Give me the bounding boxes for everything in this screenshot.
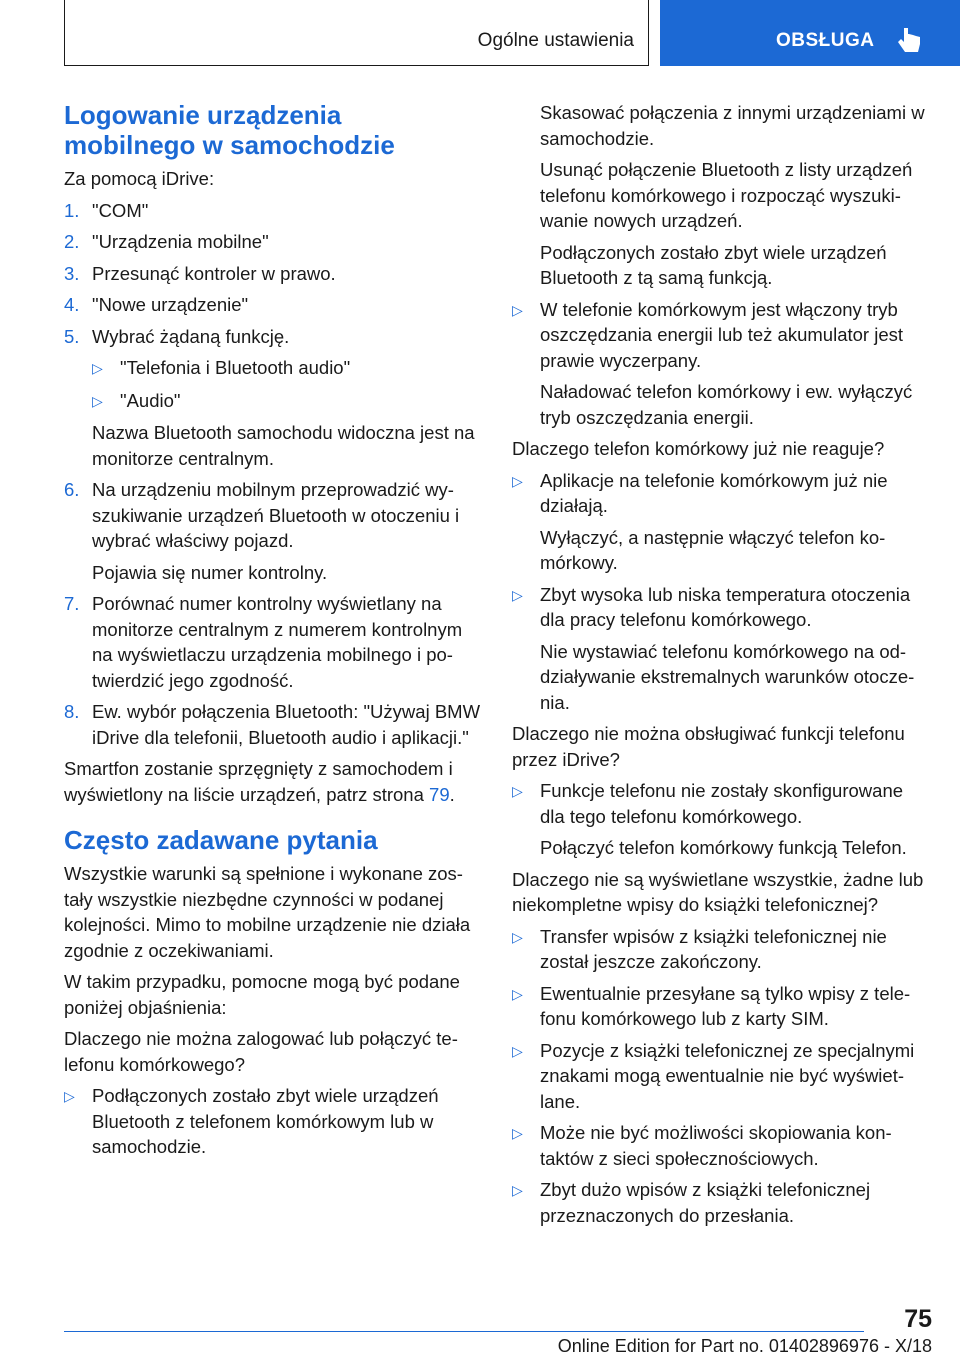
faq-bullet <box>64 1083 482 1160</box>
faq-bullet <box>512 1120 932 1171</box>
faq-bullet <box>512 468 932 576</box>
faq-bullet <box>512 582 932 716</box>
step-note: Pojawia się numer kontrolny. <box>92 561 328 583</box>
faq-bullet <box>512 1177 932 1228</box>
outro-text: Smartfon zostanie sprzęgnięty z samochodem i wyświetlony na liście urządzeń, patrz strona <box>64 758 453 805</box>
faq-bullet-text: Funkcje telefonu nie zostały skonfigurowane dla tego telefonu komórkowego. <box>540 780 904 827</box>
bullet-triangle-icon: ▷ <box>512 985 523 1002</box>
step-item <box>64 477 482 585</box>
footer-edition: Online Edition for Part no. 01402896976 - X/18 <box>557 1336 932 1356</box>
faq-bullet-continued <box>512 100 932 291</box>
page-reference-link[interactable]: 79 <box>429 783 450 805</box>
faq-note: Nie wystawiać telefonu komórkowego na oddziaływanie ekstremalnych warunków otoczenia. <box>540 640 915 713</box>
step-number: 7. <box>64 593 80 614</box>
faq-note: Wyłączyć, a następnie włączyć telefon komórkowy. <box>540 526 886 573</box>
bullet-triangle-icon: ▷ <box>512 1125 523 1141</box>
bullet-triangle-icon: ▷ <box>92 360 103 376</box>
faq-note: Usunąć połączenie Bluetooth z listy urządzeń telefonu komórkowego i rozpocząć wyszukiwanie nowych urządzeń. <box>540 159 913 231</box>
hand-pointer-icon <box>896 26 922 56</box>
section-title-box <box>64 0 649 66</box>
step-text: Ew. wybór połączenia Bluetooth: "Używaj BMW iDrive dla telefonii, Bluetooth audio i aplikacji." <box>92 701 481 748</box>
faq-bullet-text: Transfer wpisów z książki telefonicznej nie został jeszcze zakończony. <box>540 925 887 972</box>
option-text: "Audio" <box>120 389 181 411</box>
bullet-triangle-icon: ▷ <box>64 1088 75 1104</box>
step-number: 6. <box>64 479 80 500</box>
pairing-outro <box>64 756 482 807</box>
bullet-triangle-icon: ▷ <box>512 301 523 318</box>
step-item <box>64 292 482 318</box>
bullet-triangle-icon: ▷ <box>512 928 523 945</box>
option-item <box>92 388 482 415</box>
faq-note: Skasować połączenia z innymi urządzeniami w samochodzie. <box>540 102 925 149</box>
faq-bullet <box>512 297 932 431</box>
heading-faq: Często zadawane pytania <box>64 825 378 855</box>
option-text: "Telefonia i Bluetooth audio" <box>120 357 351 378</box>
step-text: Porównać numer kontrolny wyświetlany na monitorze centralnym z numerem kontrolnym na wyświetlaczu urządzenia mobilnego i potwierdzić jego zgodność. <box>92 593 463 691</box>
faq-bullet-text: Pozycje z książki telefonicznej ze specjalnymi znakami mogą ewentualnie nie być wyświetlane. <box>540 1039 915 1112</box>
bullet-triangle-icon: ▷ <box>512 1182 523 1198</box>
faq-bullet-text: W telefonie komórkowym jest włączony tryb oszczędzania energii lub też akumulator jest prawie wyczerpany. <box>540 298 903 371</box>
faq-bullet <box>512 1038 932 1115</box>
bullet-triangle-icon: ▷ <box>512 783 523 799</box>
faq-bullet-text: Może nie być możliwości skopiowania kontaktów z sieci społecznościowych. <box>540 1122 892 1169</box>
pairing-intro: Za pomocą iDrive: <box>64 168 215 189</box>
step-item <box>64 591 482 693</box>
faq-bullet-text: Aplikacje na telefonie komórkowym już nie działają. <box>540 469 888 516</box>
step-text: Przesunąć kontroler w prawo. <box>92 262 336 284</box>
outro-end: . <box>449 783 455 805</box>
step-item <box>64 198 482 224</box>
step-item <box>64 324 482 472</box>
step-text: Wybrać żądaną funkcję. <box>92 325 290 347</box>
faq-bullet-text: Podłączonych zostało zbyt wiele urządzeń Bluetooth z telefonem komórkowym lub w samochodzie. <box>92 1085 439 1157</box>
step-item <box>64 699 482 750</box>
step-item <box>64 261 482 287</box>
faq-note: Naładować telefon komórkowy i ew. wyłączyć tryb oszczędzania energii. <box>540 381 913 428</box>
step-number: 3. <box>64 262 80 284</box>
step-text: "Nowe urządzenie" <box>92 294 249 315</box>
page-number: 75 <box>904 1305 932 1333</box>
bullet-triangle-icon: ▷ <box>512 586 523 603</box>
step-text: "Urządzenia mobilne" <box>92 231 269 252</box>
faq-bullet-text: Zbyt wysoka lub niska temperatura otoczenia dla pracy telefonu komórkowego. <box>540 583 911 630</box>
bullet-triangle-icon: ▷ <box>512 1042 523 1059</box>
faq-intro: Wszystkie warunki są spełnione i wykonane zostały wszystkie niezbędne czynności w podanej kolejności. Mimo to mobilne urządzenie nie działa zgodnie z oczekiwaniami. <box>64 863 471 961</box>
left-column <box>64 100 482 1166</box>
step-item <box>64 229 482 255</box>
bullet-triangle-icon: ▷ <box>92 392 103 409</box>
faq-note: Połączyć telefon komórkowy funkcją Telefon. <box>540 837 907 858</box>
faq-bullet-text: Ewentualnie przesyłane są tylko wpisy z telefonu komórkowego lub z karty SIM. <box>540 982 911 1029</box>
step-number: 5. <box>64 325 80 347</box>
footer-divider <box>64 1331 864 1332</box>
step-number: 4. <box>64 294 80 315</box>
faq-bullet <box>512 778 932 861</box>
right-column <box>512 100 932 1234</box>
page-header <box>0 0 960 68</box>
step-text: Na urządzeniu mobilnym przeprowadzić wyszukiwanie urządzeń Bluetooth w otoczeniu i wybrać właściwy pojazd. <box>92 479 460 551</box>
faq-bullet <box>512 981 932 1032</box>
faq-question: Dlaczego nie można obsługiwać funkcji telefonu przez iDrive? <box>512 723 905 770</box>
section-title: Ogólne ustawienia <box>477 30 634 51</box>
faq-intro-2: W takim przypadku, pomocne mogą być podane poniżej objaśnienia: <box>64 971 460 1018</box>
faq-note: Podłączonych zostało zbyt wiele urządzeń Bluetooth z tą samą funkcją. <box>540 241 887 288</box>
faq-bullet-text: Zbyt dużo wpisów z książki telefonicznej przeznaczonych do przesłania. <box>540 1179 871 1226</box>
faq-question: Dlaczego telefon komórkowy już nie reaguje? <box>512 438 885 459</box>
step-number: 8. <box>64 701 80 722</box>
step-text: "COM" <box>92 199 149 221</box>
heading-pairing: Logowanie urządzenia mobilnego w samochodzie <box>64 100 395 160</box>
step-number: 1. <box>64 199 80 221</box>
faq-question: Dlaczego nie są wyświetlane wszystkie, żadne lub niekompletne wpisy do książki telefonicznej? <box>512 868 924 915</box>
step-note: Nazwa Bluetooth samochodu widoczna jest na monitorze centralnym. <box>92 422 475 469</box>
chapter-tab-label: OBSŁUGA <box>776 30 875 51</box>
chapter-tab <box>660 0 960 66</box>
step-number: 2. <box>64 231 80 252</box>
option-item <box>92 355 482 382</box>
faq-bullet <box>512 924 932 975</box>
bullet-triangle-icon: ▷ <box>512 472 523 489</box>
faq-question: Dlaczego nie można zalogować lub połączyć telefonu komórkowego? <box>64 1028 458 1075</box>
